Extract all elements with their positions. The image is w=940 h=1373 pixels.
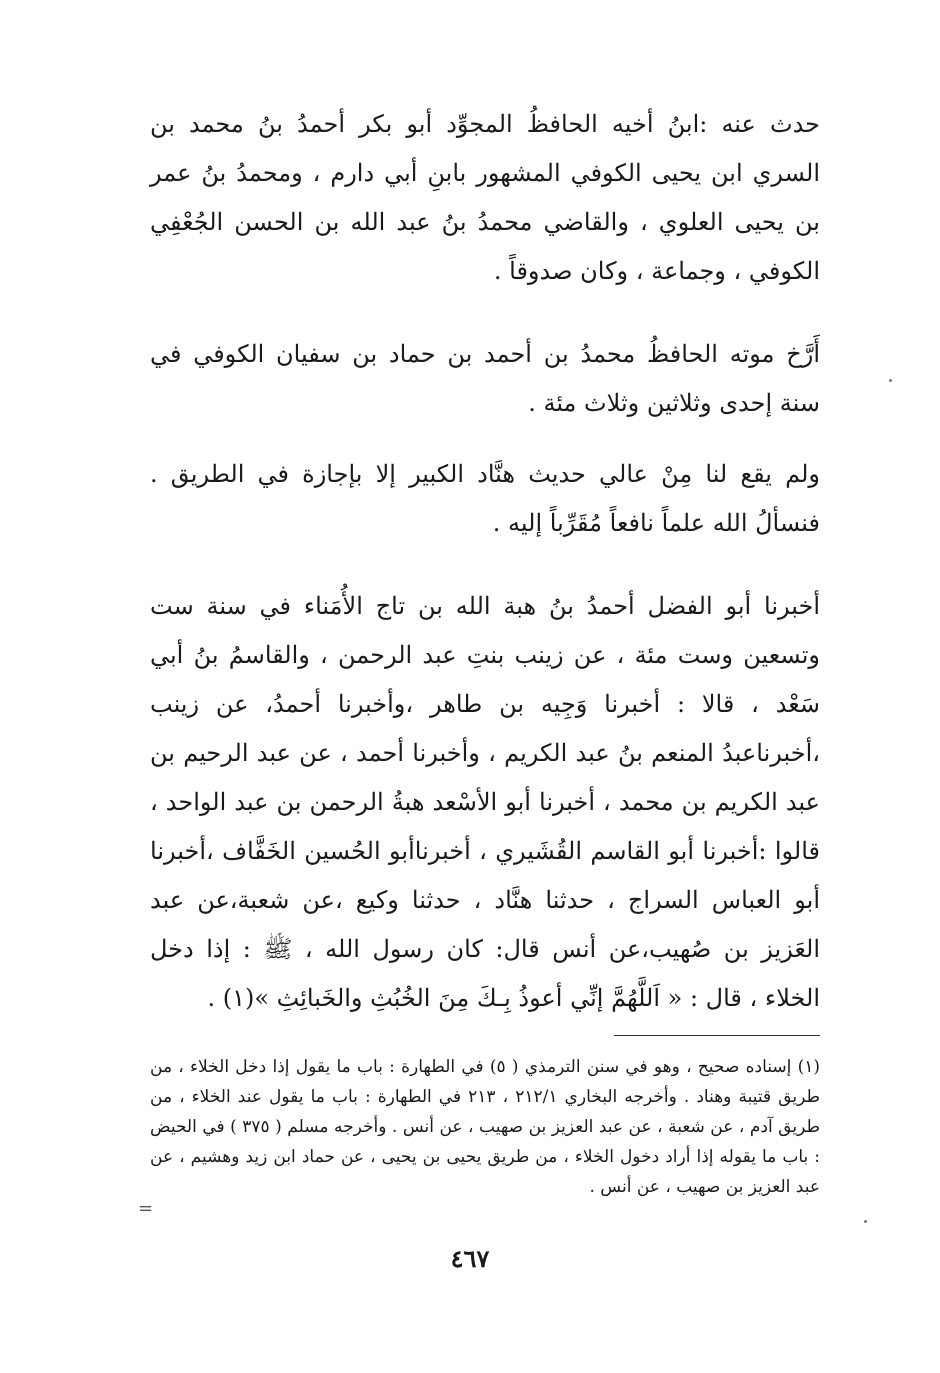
paragraph-ijaza: ولم يقع لنا مِنْ عالي حديث هنَّاد الكبير إلا بإجازة في الطريق . فنسألُ الله علماً نافعاً مُقَرِّباً إليه . (150, 460, 820, 537)
speck-mark (889, 379, 892, 382)
paragraph-narrators: حدث عنه :ابنُ أخيه الحافظُ المجوِّد أبو بكر أحمدُ بنُ محمد بن السري ابن يحيى الكوفي المشهور بابنِ أبي دارم ، ومحمدُ بنُ عمر بن يحيى العلوي ، والقاضي محمدُ بنُ عبد الله بن الحسن الجُعْفِي الكوفي ، وجماعة ، وكان صدوقاً . (150, 110, 820, 285)
continuation-mark: = (138, 1198, 154, 1219)
paragraph-death-date: أَرَّخ موته الحافظُ محمدُ بن أحمد بن حماد بن سفيان الكوفي في سنة إحدى وثلاثين وثلاث مئة . (150, 340, 820, 417)
page-number: ٤٦٧ (450, 1244, 490, 1273)
paragraph-hadith-chain: أخبرنا أبو الفضل أحمدُ بنُ هبة الله بن تاج الأُمَناء في سنة ست وتسعين وست مئة ، عن زينب بنتِ عبد الرحمن ، والقاسمُ بنُ أبي سَعْد ، قالا : أخبرنا وَجِيه بن طاهر ،وأخبرنا أحمدُ، عن زينب ،أخبرناعبدُ المنعم بنُ عبد الكريم ، وأخبرنا أحمد ، عن عبد الرحيم بن عبد الكريم بن محمد ، أخبرنا أبو الأسْعد هبةُ الرحمن بن عبد الواحد ، قالوا :أخبرنا أبو القاسم القُشَيري ، أخبرناأبو الحُسين الخَفَّاف ،أخبرنا أبو العباس السراج ، حدثنا هنَّاد ، حدثنا وكيع ،عن شعبة،عن عبد العَزيز بن صُهيب،عن أنس قال: كان رسول الله ، ﷺ : إذا دخل الخلاء ، قال : « اَللَّهُمَّ إنِّي أعوذُ بِـكَ مِنَ الخُبُثِ والخَبائِثِ »(١) . (150, 592, 820, 1012)
speck-mark (864, 1220, 867, 1223)
footnote-1: (١) إسناده صحيح ، وهو في سنن الترمذي ( ٥) في الطهارة : باب ما يقول إذا دخل الخلاء ، من طريق قتيبة وهناد . وأخرجه البخاري ٢١٢/١ ، ٢١٣ في الطهارة : باب ما يقول عند الخلاء ، من طريق آدم ، عن شعبة ، عن عبد العزيز بن صهيب ، عن أنس . وأخرجه مسلم ( ٣٧٥ ) في الحيض : باب ما يقوله إذا أراد دخول الخلاء ، من طريق يحيى بن يحيى ، عن حماد ابن زيد وهشيم ، عن عبد العزيز بن صهيب ، عن أنس . (150, 1057, 820, 1197)
footnote-divider (614, 1035, 820, 1036)
main-body (150, 100, 820, 1023)
